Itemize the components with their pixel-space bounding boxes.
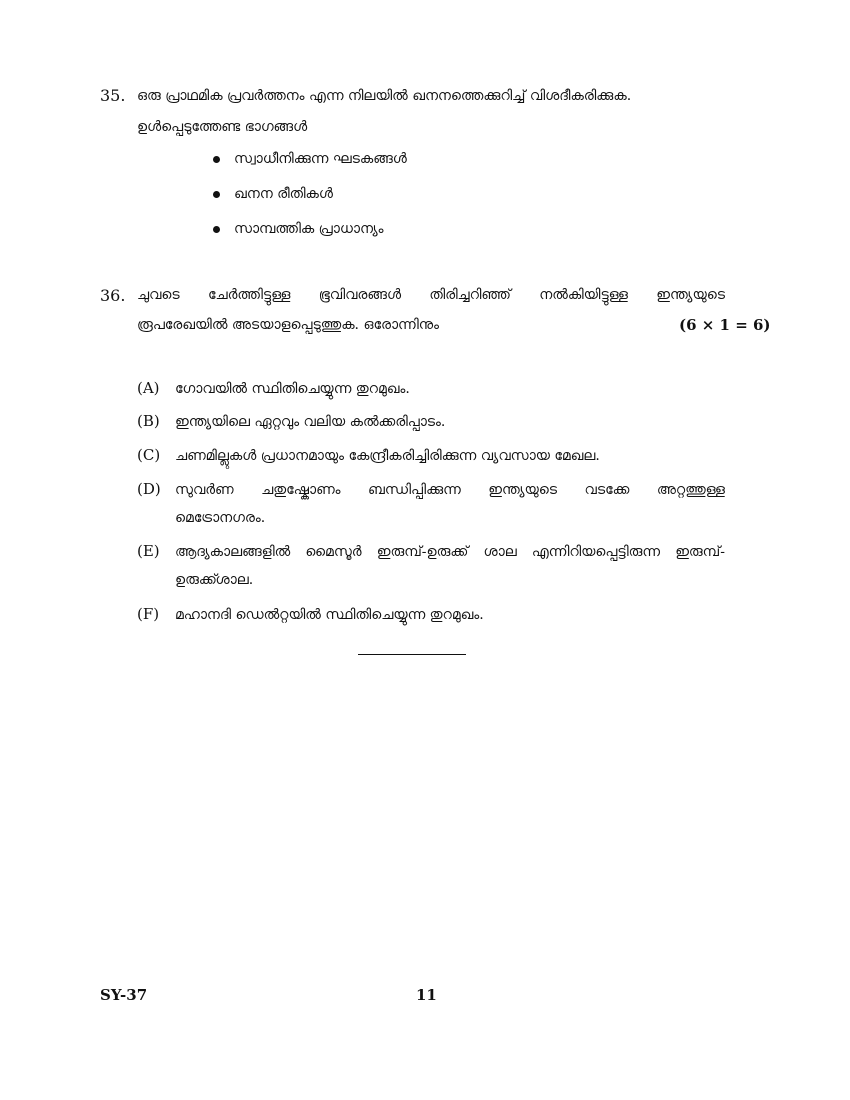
- option-e-label: (E): [137, 542, 160, 560]
- word: ഇരുമ്പ്-: [675, 544, 725, 560]
- question-36-marks: (6 × 1 = 6): [679, 316, 771, 334]
- word: മൈസൂർ: [305, 544, 362, 560]
- bullet-icon: [213, 191, 220, 198]
- question-36-number: 36.: [100, 286, 126, 305]
- word: സുവർണ: [175, 482, 234, 498]
- option-f-label: (F): [137, 605, 160, 623]
- word: വടക്കേ: [584, 482, 630, 498]
- word: ഭൂവിവരങ്ങൾ: [318, 287, 402, 303]
- option-a-label: (A): [137, 379, 160, 397]
- word: എന്നിറിയപ്പെട്ടിരുന്ന: [531, 544, 661, 560]
- bullet-icon: [213, 156, 220, 163]
- bullet-text: സ്വാധീനിക്കുന്ന ഘടകങ്ങൾ: [234, 151, 407, 167]
- list-item: [213, 186, 407, 221]
- word: ശാല: [483, 544, 517, 560]
- word: ആദ്യകാലങ്ങളിൽ: [175, 544, 291, 560]
- bullet-icon: [213, 226, 220, 233]
- list-item: [213, 151, 407, 186]
- word: ഇരുമ്പ്-ഉരുക്ക്: [376, 544, 469, 560]
- option-f-text: മഹാനദി ഡെൽറ്റയിൽ സ്ഥിതിചെയ്യുന്ന തുറമുഖം.: [175, 607, 484, 623]
- option-e-text-line2: ഉരുക്ക്ശാല.: [175, 572, 254, 588]
- question-35-number: 35.: [100, 86, 126, 105]
- word: ബന്ധിപ്പിക്കുന്ന: [368, 482, 461, 498]
- page-number: 11: [416, 986, 437, 1004]
- option-d-text-line2: മെട്രോനഗരം.: [175, 510, 266, 526]
- question-36-text-line1: [137, 287, 725, 303]
- paper-code: SY-37: [100, 986, 148, 1004]
- question-35-subheading: ഉൾപ്പെടുത്തേണ്ട ഭാഗങ്ങൾ: [137, 119, 308, 135]
- bullet-text: സാമ്പത്തിക പ്രാധാന്യം: [234, 221, 384, 237]
- option-a-text: ഗോവയിൽ സ്ഥിതിചെയ്യുന്ന തുറമുഖം.: [175, 381, 410, 397]
- word: അറ്റത്തുള്ള: [656, 482, 725, 498]
- word: ചതുഷ്കോണം: [261, 482, 341, 498]
- option-b-text: ഇന്ത്യയിലെ ഏറ്റവും വലിയ കൽക്കരിപ്പാടം.: [175, 414, 446, 430]
- option-d-text-line1: [175, 482, 725, 498]
- section-end-divider: [358, 654, 466, 655]
- word: ഇന്ത്യയുടെ: [656, 287, 725, 303]
- option-c-text: ചണമില്ലുകൾ പ്രധാനമായും കേന്ദ്രീകരിച്ചിരിക്കുന്ന വ്യവസായ മേഖല.: [175, 448, 600, 464]
- word: ഇന്ത്യയുടെ: [488, 482, 558, 498]
- question-35-bullet-list: [213, 151, 407, 256]
- list-item: [213, 221, 407, 256]
- option-b-label: (B): [137, 412, 160, 430]
- word: തിരിച്ചറിഞ്ഞ്: [429, 287, 511, 303]
- word: ചേർത്തിട്ടുള്ള: [207, 287, 291, 303]
- question-36-text-line2: രൂപരേഖയിൽ അടയാളപ്പെടുത്തുക. ഒരോന്നിനും: [137, 317, 439, 333]
- word: ചുവടെ: [137, 287, 180, 303]
- question-35-text: ഒരു പ്രാഥമിക പ്രവർത്തനം എന്ന നിലയിൽ ഖനനത്തെക്കുറിച്ച് വിശദീകരിക്കുക.: [137, 88, 632, 104]
- option-d-label: (D): [137, 480, 161, 498]
- option-c-label: (C): [137, 446, 161, 464]
- option-e-text-line1: [175, 544, 725, 560]
- bullet-text: ഖനന രീതികൾ: [234, 186, 333, 202]
- word: നൽകിയിട്ടുള്ള: [539, 287, 628, 303]
